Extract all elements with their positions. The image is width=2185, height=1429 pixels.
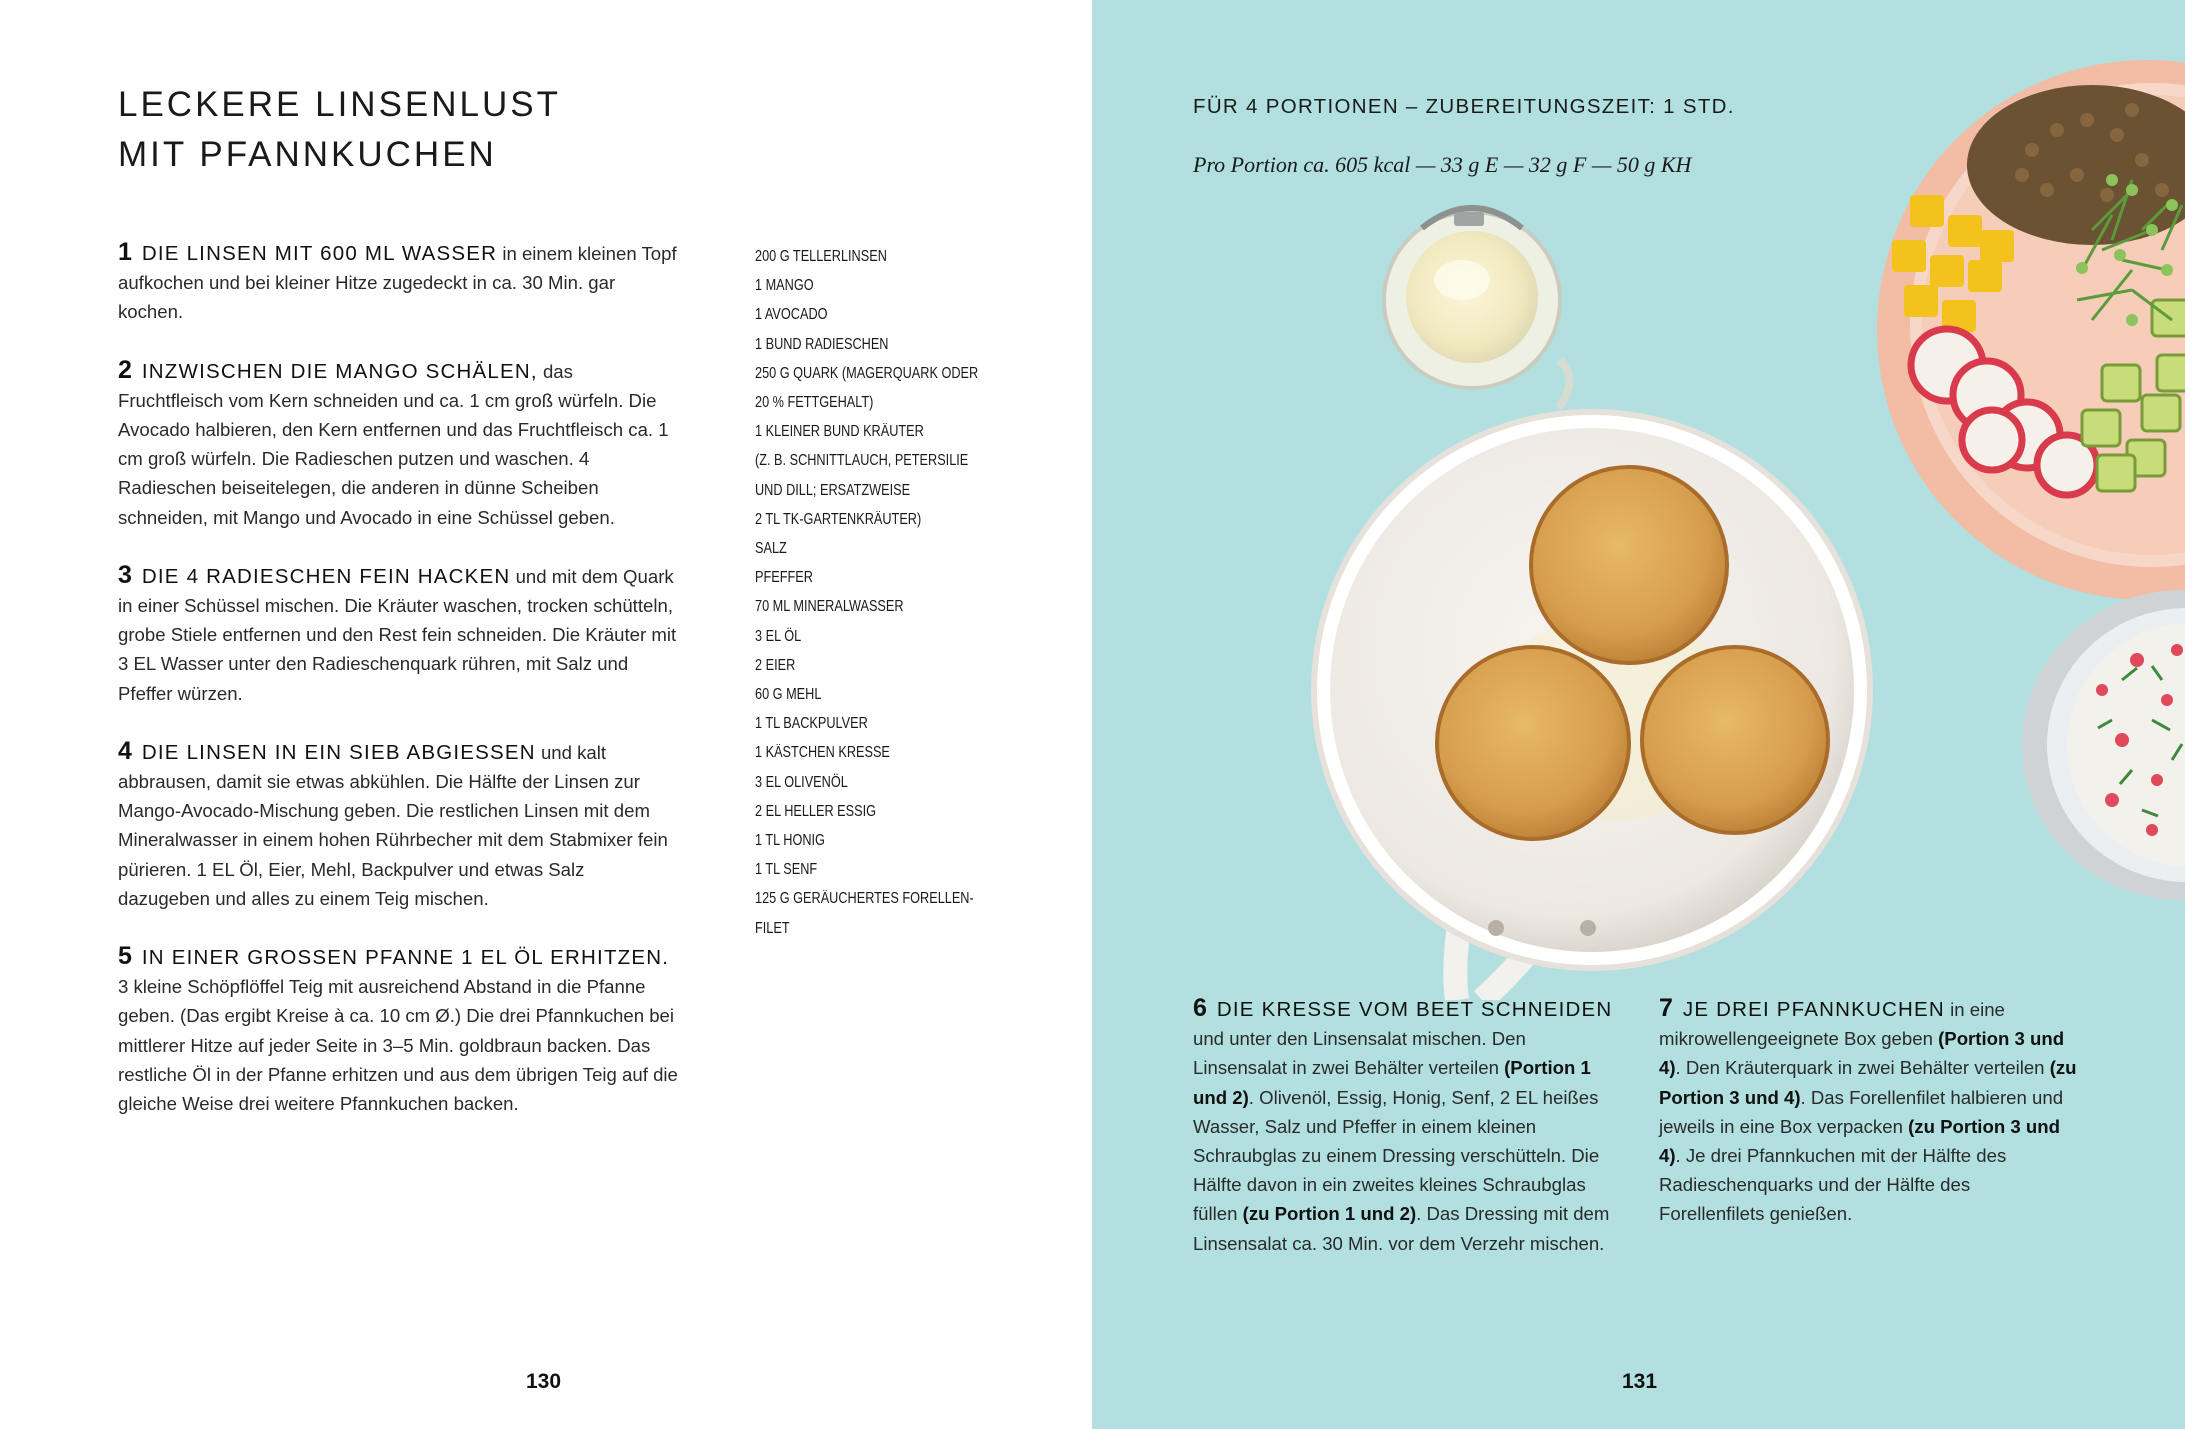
step-heading: IN EINER GROSSEN PFANNE 1 EL ÖL ERHITZEN. (141, 946, 670, 970)
ingredient-item: 1 KÄSTCHEN KRESSE (755, 744, 890, 762)
portion-label: (zu Portion 1 und 2) (1242, 1203, 1417, 1225)
ingredient-item: 1 BUND RADIESCHEN (755, 335, 889, 353)
ingredient-item: 1 KLEINER BUND KRÄUTER (755, 423, 924, 441)
step-3 (118, 561, 678, 708)
ingredient-item: 2 TL TK-GARTENKRÄUTER) (755, 510, 922, 528)
ingredient-item: 3 EL OLIVENÖL (755, 773, 848, 791)
ingredient-item: (Z. B. SCHNITTLAUCH, PETERSILIE (755, 452, 969, 470)
ingredient-item: 1 TL SENF (755, 861, 818, 879)
recipe-title (118, 80, 561, 180)
ingredient-item: 60 G MEHL (755, 686, 822, 704)
ingredient-item: 250 G QUARK (MAGERQUARK ODER (755, 364, 979, 382)
ingredient-item: 2 EIER (755, 656, 796, 674)
ingredient-item: 70 ML MINERALWASSER (755, 598, 904, 616)
step-heading: INZWISCHEN DIE MANGO SCHÄLEN, (141, 359, 538, 383)
step-number: 3 (118, 560, 132, 589)
step-text: . Olivenöl, Essig, Honig, Senf, 2 EL heißes Wasser, Salz und Pfeffer in einem kleinen Schraubglas zu einem Dressing verschütteln. Die Hälfte davon in ein zweites kleines Schraubglas füllen (1193, 1086, 1600, 1225)
ingredient-item: 1 TL BACKPULVER (755, 715, 868, 733)
step-5 (118, 942, 678, 1118)
step-text: . Das Forellenfilet halbieren und jeweils in eine Box verpacken (1659, 1086, 2064, 1137)
ingredient-item: 125 G GERÄUCHERTES FORELLEN- (755, 890, 974, 908)
ingredient-item: 200 G TELLERLINSEN (755, 248, 887, 265)
ingredient-item: 20 % FETTGEHALT) (755, 394, 874, 412)
recipe-title-line-1: LECKERE LINSENLUST (118, 85, 562, 124)
portion-label: (zu Portion 3 und 4) (1659, 1115, 2060, 1167)
salad-bowl (1877, 60, 2185, 600)
dressing-jar (1384, 208, 1570, 408)
ingredient-item: PFEFFER (755, 569, 813, 587)
ingredient-item: FILET (755, 919, 790, 937)
ingredient-item: UND DILL; ERSATZWEISE (755, 481, 911, 499)
step-text: . Den Kräuterquark in zwei Behälter verteilen (1675, 1057, 2050, 1079)
step-number: 2 (118, 355, 132, 384)
step-text: und kalt abbrausen, damit sie etwas abkühlen. Die Hälfte der Linsen zur Mango-Avocado-Mischung geben. Die restlichen Linsen mit dem Mineralwasser in einem hohen Rührbecher mit dem Stabmixer fein pürieren. 1 EL Öl, Eier, Mehl, Backpulver und etwas Salz dazugeben und alles zu einem Teig mischen. (118, 741, 668, 909)
step-text: das Fruchtfleisch vom Kern schneiden und ca. 1 cm groß würfeln. Die Avocado halbieren, den Kern entfernen und das Fruchtfleisch ca. 1 cm groß würfeln. Die Radieschen putzen und waschen. 4 Radieschen beiseitelegen, die anderen in dünne Scheiben schneiden, mit Mango und Avocado in eine Schüssel geben. (118, 360, 669, 528)
step-text: in eine mikrowellengeeignete Box geben (1659, 999, 2005, 1050)
portion-label: (Portion 3 und 4) (1659, 1028, 2065, 1079)
ingredient-item: 1 AVOCADO (755, 306, 828, 324)
step-heading: DIE 4 RADIESCHEN FEIN HACKEN (141, 564, 511, 588)
step-number: 7 (1659, 994, 1673, 1022)
step-text: . Das Dressing mit dem Linsensalat ca. 30 Min. vor dem Verzehr mischen. (1193, 1203, 1610, 1254)
step-heading: DIE KRESSE VOM BEET SCHNEIDEN (1216, 998, 1613, 1021)
step-7 (1659, 994, 2079, 1258)
ingredient-item: 1 MANGO (755, 277, 814, 295)
step-number: 1 (118, 238, 132, 266)
step-text: und mit dem Quark in einer Schüssel mischen. Die Kräuter waschen, trocken schütteln, grobe Stiele entfernen und den Rest fein schneiden. Die Kräuter mit 3 EL Wasser unter den Radieschenquark rühren, mit Salz und Pfeffer würzen. (118, 565, 677, 704)
step-6-text (1193, 994, 1613, 1258)
step-text: in einem kleinen Topf aufkochen und bei kleiner Hitze zugedeckt in ca. 30 Min. gar kochen. (118, 243, 677, 323)
step-number: 4 (118, 736, 132, 765)
step-6 (1193, 994, 1613, 1287)
step-heading: DIE LINSEN MIT 600 ML WASSER (141, 242, 498, 265)
page-number-right: 131 (1622, 1370, 1658, 1393)
step-number: 6 (1193, 994, 1207, 1022)
step-4 (118, 737, 678, 913)
step-1 (118, 238, 678, 327)
nutrition-info: Pro Portion ca. 605 kcal — 33 g E — 32 g F — 50 g KH (1193, 152, 1692, 177)
portion-label: (zu Portion 3 und 4) (1659, 1057, 2077, 1108)
step-text: 3 kleine Schöpflöffel Teig mit ausreichend Abstand in die Pfanne geben. (Das ergibt Kreise à ca. 10 cm Ø.) Die drei Pfannkuchen bei mittlerer Hitze auf jeder Seite in 3–5 Min. goldbraun backen. Das restliche Öl in der Pfanne erhitzen und aus dem übrigen Teig auf die gleiche Weise drei weitere Pfannkuchen backen. (118, 976, 678, 1115)
left-page (0, 0, 1092, 1429)
preparation-steps (118, 238, 678, 1147)
herb-quark-bowl (2022, 590, 2185, 900)
servings-info: FÜR 4 PORTIONEN – ZUBEREITUNGSZEIT: 1 STD. (1193, 95, 1735, 118)
food-photo (1092, 0, 2185, 1000)
step-7-text (1659, 994, 2079, 1229)
ingredient-list (755, 242, 1015, 943)
ingredient-item: SALZ (755, 540, 787, 558)
step-text: und unter den Linsensalat mischen. Den Linsensalat in zwei Behälter verteilen (1193, 1028, 1526, 1079)
portion-label: (Portion 1 und 2) (1193, 1057, 1591, 1108)
page-number-left: 130 (526, 1370, 562, 1393)
recipe-title-line-2: MIT PFANNKUCHEN (118, 135, 497, 174)
ingredient-item: 2 EL HELLER ESSIG (755, 802, 877, 820)
step-text: . Je drei Pfannkuchen mit der Hälfte des Radieschenquarks und der Hälfte des Forellenfilets genießen. (1659, 1145, 2007, 1225)
step-heading: JE DREI PFANNKUCHEN (1682, 998, 1945, 1021)
ingredient-item: 1 TL HONIG (755, 832, 825, 850)
step-number: 5 (118, 942, 132, 971)
step-2 (118, 356, 678, 532)
ingredient-item: 3 EL ÖL (755, 627, 802, 645)
step-heading: DIE LINSEN IN EIN SIEB ABGIESSEN (141, 740, 536, 764)
